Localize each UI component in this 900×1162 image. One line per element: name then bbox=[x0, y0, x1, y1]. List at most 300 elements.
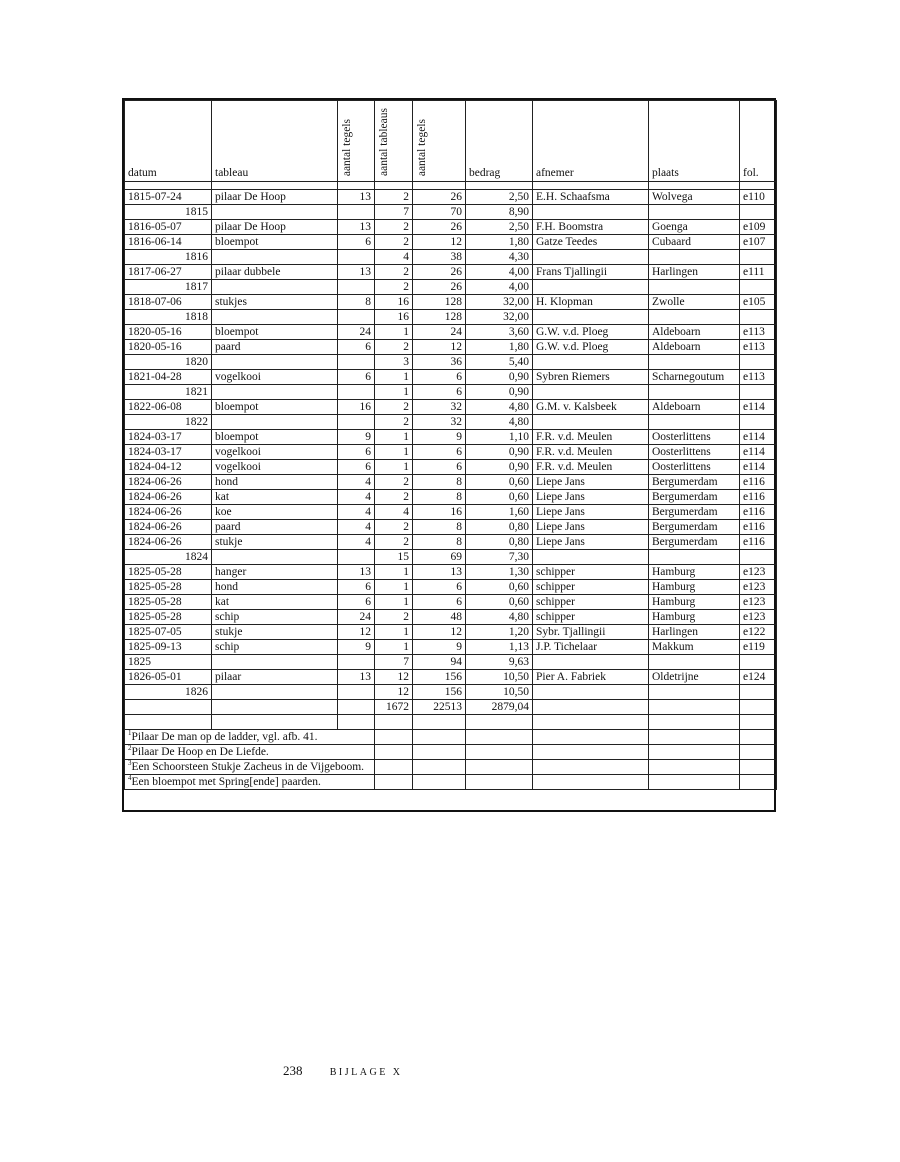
cell-plaats: Harlingen bbox=[649, 625, 740, 640]
cell-tableaus: 2 bbox=[375, 190, 413, 205]
cell-tableaus: 2 bbox=[375, 340, 413, 355]
cell-plaats: Bergumerdam bbox=[649, 520, 740, 535]
cell-tableau bbox=[212, 655, 338, 670]
cell-fol: e114 bbox=[740, 400, 777, 415]
cell-datum: 1825-05-28 bbox=[125, 580, 212, 595]
cell-bedrag: 1,80 bbox=[466, 340, 533, 355]
cell-datum: 1826-05-01 bbox=[125, 670, 212, 685]
cell-tableaus: 2 bbox=[375, 235, 413, 250]
cell-datum: 1825 bbox=[125, 655, 212, 670]
cell-fol: e114 bbox=[740, 460, 777, 475]
cell-bedrag: 1,60 bbox=[466, 505, 533, 520]
cell-datum: 1824 bbox=[125, 550, 212, 565]
cell-tegels2: 6 bbox=[413, 445, 466, 460]
cell-fol: e109 bbox=[740, 220, 777, 235]
cell-tegels: 4 bbox=[338, 535, 375, 550]
cell-tableau: vogelkooi bbox=[212, 460, 338, 475]
cell-tegels2: 128 bbox=[413, 295, 466, 310]
cell-afnemer: Liepe Jans bbox=[533, 505, 649, 520]
table-row bbox=[125, 505, 777, 520]
cell-datum: 1817-06-27 bbox=[125, 265, 212, 280]
cell-plaats: Cubaard bbox=[649, 235, 740, 250]
cell-tegels: 12 bbox=[338, 625, 375, 640]
table-row bbox=[125, 370, 777, 385]
footnote-mark: 2 bbox=[128, 744, 132, 753]
spacer-row bbox=[125, 715, 777, 730]
cell-tegels: 24 bbox=[338, 325, 375, 340]
year-total-row bbox=[125, 205, 777, 220]
cell-datum: 1821 bbox=[125, 385, 212, 400]
cell-bedrag: 2,50 bbox=[466, 220, 533, 235]
cell-tableau: paard bbox=[212, 520, 338, 535]
cell-tableau: stukjes bbox=[212, 295, 338, 310]
cell-bedrag: 1,80 bbox=[466, 235, 533, 250]
cell-afnemer: E.H. Schaafsma bbox=[533, 190, 649, 205]
cell-plaats bbox=[649, 685, 740, 700]
cell-tegels: 13 bbox=[338, 565, 375, 580]
cell-tableau: hanger bbox=[212, 565, 338, 580]
cell-plaats: Harlingen bbox=[649, 265, 740, 280]
cell-tegels2: 48 bbox=[413, 610, 466, 625]
cell-fol bbox=[740, 310, 777, 325]
cell-afnemer bbox=[533, 550, 649, 565]
header-aantal-tableaus bbox=[375, 101, 413, 182]
footnote-row bbox=[125, 775, 777, 790]
cell-tableaus: 2 bbox=[375, 220, 413, 235]
year-total-row bbox=[125, 355, 777, 370]
spacer-row bbox=[125, 182, 777, 190]
cell-afnemer: F.R. v.d. Meulen bbox=[533, 445, 649, 460]
cell-tegels2: 24 bbox=[413, 325, 466, 340]
table-row bbox=[125, 295, 777, 310]
table-row bbox=[125, 340, 777, 355]
grand-total-tableaus: 1672 bbox=[375, 700, 413, 715]
cell-fol: e113 bbox=[740, 340, 777, 355]
cell-tegels bbox=[338, 280, 375, 295]
cell-tegels2: 12 bbox=[413, 340, 466, 355]
cell-fol: e105 bbox=[740, 295, 777, 310]
cell-tegels2: 26 bbox=[413, 190, 466, 205]
cell-afnemer: Sybren Riemers bbox=[533, 370, 649, 385]
header-bedrag: bedrag bbox=[466, 101, 533, 182]
footnote-text: Een bloempot met Spring[ende] paarden. bbox=[131, 776, 321, 788]
cell-plaats: Zwolle bbox=[649, 295, 740, 310]
header-aantal-tableaus-label: aantal tableaus bbox=[378, 107, 390, 176]
cell-afnemer: Liepe Jans bbox=[533, 520, 649, 535]
table-frame bbox=[122, 98, 776, 812]
cell-tableaus: 1 bbox=[375, 580, 413, 595]
cell-fol: e107 bbox=[740, 235, 777, 250]
cell-fol: e116 bbox=[740, 535, 777, 550]
cell-tegels2: 8 bbox=[413, 490, 466, 505]
cell-datum: 1817 bbox=[125, 280, 212, 295]
year-total-row bbox=[125, 385, 777, 400]
table-row bbox=[125, 595, 777, 610]
cell-datum: 1824-06-26 bbox=[125, 505, 212, 520]
table-row bbox=[125, 190, 777, 205]
footnote-row bbox=[125, 730, 777, 745]
cell-tableau: stukje bbox=[212, 625, 338, 640]
cell-tableaus: 12 bbox=[375, 685, 413, 700]
cell-tableaus: 12 bbox=[375, 670, 413, 685]
cell-afnemer: schipper bbox=[533, 610, 649, 625]
cell-datum: 1820-05-16 bbox=[125, 340, 212, 355]
footnote-mark: 1 bbox=[128, 729, 132, 738]
cell-tableaus: 3 bbox=[375, 355, 413, 370]
cell-afnemer: Frans Tjallingii bbox=[533, 265, 649, 280]
cell-afnemer: Liepe Jans bbox=[533, 490, 649, 505]
cell-tableau: bloempot bbox=[212, 400, 338, 415]
grand-total-bedrag: 2879,04 bbox=[466, 700, 533, 715]
cell-afnemer bbox=[533, 310, 649, 325]
cell-tableau: pilaar De Hoop bbox=[212, 220, 338, 235]
cell-tableaus: 1 bbox=[375, 565, 413, 580]
cell-afnemer: F.R. v.d. Meulen bbox=[533, 430, 649, 445]
cell-afnemer: G.W. v.d. Ploeg bbox=[533, 325, 649, 340]
cell-tableau: vogelkooi bbox=[212, 445, 338, 460]
cell-fol: e116 bbox=[740, 520, 777, 535]
cell-tableau: bloempot bbox=[212, 430, 338, 445]
cell-plaats bbox=[649, 385, 740, 400]
cell-bedrag: 10,50 bbox=[466, 670, 533, 685]
cell-bedrag: 0,80 bbox=[466, 535, 533, 550]
cell-afnemer: Pier A. Fabriek bbox=[533, 670, 649, 685]
grand-total-tegels: 22513 bbox=[413, 700, 466, 715]
footnote-row bbox=[125, 760, 777, 775]
year-total-row bbox=[125, 250, 777, 265]
cell-bedrag: 0,90 bbox=[466, 460, 533, 475]
cell-plaats: Hamburg bbox=[649, 595, 740, 610]
cell-tableaus: 1 bbox=[375, 460, 413, 475]
footnote-mark: 4 bbox=[128, 774, 132, 783]
cell-tableau: stukje bbox=[212, 535, 338, 550]
table-row bbox=[125, 565, 777, 580]
cell-tableau bbox=[212, 205, 338, 220]
table-row bbox=[125, 640, 777, 655]
cell-tableaus: 7 bbox=[375, 655, 413, 670]
header-fol: fol. bbox=[740, 101, 777, 182]
cell-bedrag: 0,60 bbox=[466, 490, 533, 505]
cell-datum: 1824-06-26 bbox=[125, 475, 212, 490]
cell-bedrag: 4,00 bbox=[466, 265, 533, 280]
cell-bedrag: 1,20 bbox=[466, 625, 533, 640]
cell-bedrag: 4,80 bbox=[466, 610, 533, 625]
footnote-text: Pilaar De Hoop en De Liefde. bbox=[131, 746, 269, 758]
cell-tegels2: 26 bbox=[413, 280, 466, 295]
cell-fol: e111 bbox=[740, 265, 777, 280]
cell-tegels2: 9 bbox=[413, 430, 466, 445]
cell-fol: e116 bbox=[740, 505, 777, 520]
cell-datum: 1822-06-08 bbox=[125, 400, 212, 415]
cell-tableaus: 1 bbox=[375, 430, 413, 445]
cell-tableau bbox=[212, 310, 338, 325]
table-row bbox=[125, 655, 777, 670]
cell-tegels bbox=[338, 385, 375, 400]
cell-tableaus: 16 bbox=[375, 310, 413, 325]
year-total-row bbox=[125, 550, 777, 565]
cell-fol bbox=[740, 250, 777, 265]
header-aantal-tegels-2-label: aantal tegels bbox=[416, 118, 428, 176]
cell-plaats bbox=[649, 250, 740, 265]
cell-afnemer bbox=[533, 280, 649, 295]
cell-tegels bbox=[338, 205, 375, 220]
cell-tableaus: 2 bbox=[375, 610, 413, 625]
cell-tegels2: 6 bbox=[413, 385, 466, 400]
cell-fol: e116 bbox=[740, 490, 777, 505]
cell-tableau: pilaar De Hoop bbox=[212, 190, 338, 205]
cell-afnemer: F.H. Boomstra bbox=[533, 220, 649, 235]
footnote bbox=[125, 730, 375, 745]
cell-tegels bbox=[338, 685, 375, 700]
cell-plaats: Bergumerdam bbox=[649, 475, 740, 490]
cell-afnemer bbox=[533, 355, 649, 370]
cell-tableaus: 1 bbox=[375, 595, 413, 610]
cell-tableaus: 1 bbox=[375, 445, 413, 460]
cell-afnemer: schipper bbox=[533, 565, 649, 580]
cell-tegels2: 26 bbox=[413, 265, 466, 280]
cell-fol: e114 bbox=[740, 430, 777, 445]
table-row bbox=[125, 220, 777, 235]
cell-tegels2: 6 bbox=[413, 595, 466, 610]
cell-tegels: 13 bbox=[338, 220, 375, 235]
table-row bbox=[125, 445, 777, 460]
cell-bedrag: 1,13 bbox=[466, 640, 533, 655]
cell-tegels2: 8 bbox=[413, 475, 466, 490]
cell-tableau: kat bbox=[212, 595, 338, 610]
cell-tableau: schip bbox=[212, 610, 338, 625]
cell-tegels2: 32 bbox=[413, 415, 466, 430]
cell-datum: 1816-06-14 bbox=[125, 235, 212, 250]
year-total-row bbox=[125, 310, 777, 325]
cell-fol bbox=[740, 415, 777, 430]
cell-fol: e123 bbox=[740, 610, 777, 625]
ledger-body bbox=[125, 182, 777, 700]
header-aantal-tegels-label: aantal tegels bbox=[341, 118, 353, 176]
cell-tegels: 13 bbox=[338, 265, 375, 280]
cell-tegels: 4 bbox=[338, 475, 375, 490]
cell-tableau bbox=[212, 385, 338, 400]
section-title: BIJLAGE X bbox=[329, 1067, 403, 1078]
cell-tegels2: 94 bbox=[413, 655, 466, 670]
cell-tableaus: 1 bbox=[375, 370, 413, 385]
cell-tableau bbox=[212, 355, 338, 370]
header-datum: datum bbox=[125, 101, 212, 182]
cell-tableau: schip bbox=[212, 640, 338, 655]
cell-plaats bbox=[649, 355, 740, 370]
header-aantal-tegels-2 bbox=[413, 101, 466, 182]
cell-tableau: bloempot bbox=[212, 325, 338, 340]
cell-tegels: 6 bbox=[338, 370, 375, 385]
cell-bedrag: 0,60 bbox=[466, 580, 533, 595]
cell-fol bbox=[740, 280, 777, 295]
cell-fol bbox=[740, 550, 777, 565]
cell-tableaus: 1 bbox=[375, 625, 413, 640]
cell-datum: 1824-06-26 bbox=[125, 490, 212, 505]
cell-bedrag: 0,60 bbox=[466, 595, 533, 610]
cell-tegels: 8 bbox=[338, 295, 375, 310]
cell-afnemer bbox=[533, 685, 649, 700]
cell-tegels bbox=[338, 355, 375, 370]
cell-plaats: Bergumerdam bbox=[649, 535, 740, 550]
cell-bedrag: 2,50 bbox=[466, 190, 533, 205]
header-plaats: plaats bbox=[649, 101, 740, 182]
cell-fol bbox=[740, 655, 777, 670]
page-footer bbox=[283, 1063, 403, 1079]
cell-bedrag: 4,80 bbox=[466, 415, 533, 430]
cell-tegels2: 12 bbox=[413, 235, 466, 250]
footnote bbox=[125, 775, 375, 790]
cell-tableaus: 2 bbox=[375, 490, 413, 505]
cell-tableaus: 2 bbox=[375, 280, 413, 295]
footnote-text: Een Schoorsteen Stukje Zacheus in de Vijgeboom. bbox=[131, 761, 365, 773]
cell-bedrag: 7,30 bbox=[466, 550, 533, 565]
cell-tegels2: 128 bbox=[413, 310, 466, 325]
cell-tegels bbox=[338, 550, 375, 565]
cell-tegels2: 69 bbox=[413, 550, 466, 565]
cell-fol: e113 bbox=[740, 370, 777, 385]
cell-plaats: Aldeboarn bbox=[649, 400, 740, 415]
cell-tegels: 6 bbox=[338, 580, 375, 595]
grand-total-row bbox=[125, 700, 777, 715]
cell-datum: 1816 bbox=[125, 250, 212, 265]
year-total-row bbox=[125, 685, 777, 700]
cell-tableaus: 2 bbox=[375, 265, 413, 280]
cell-tegels2: 6 bbox=[413, 580, 466, 595]
cell-tegels: 4 bbox=[338, 520, 375, 535]
cell-tegels: 13 bbox=[338, 670, 375, 685]
cell-tegels2: 16 bbox=[413, 505, 466, 520]
cell-plaats: Aldeboarn bbox=[649, 340, 740, 355]
footnote bbox=[125, 745, 375, 760]
page-number: 238 bbox=[283, 1063, 303, 1078]
table-row bbox=[125, 430, 777, 445]
cell-bedrag: 4,80 bbox=[466, 400, 533, 415]
cell-tableau: vogelkooi bbox=[212, 370, 338, 385]
cell-tegels: 6 bbox=[338, 595, 375, 610]
cell-fol: e124 bbox=[740, 670, 777, 685]
cell-bedrag: 4,00 bbox=[466, 280, 533, 295]
cell-fol: e123 bbox=[740, 580, 777, 595]
cell-afnemer: Sybr. Tjallingii bbox=[533, 625, 649, 640]
cell-afnemer bbox=[533, 205, 649, 220]
cell-tableau: hond bbox=[212, 475, 338, 490]
cell-fol: e113 bbox=[740, 325, 777, 340]
cell-plaats: Hamburg bbox=[649, 580, 740, 595]
cell-tegels2: 6 bbox=[413, 460, 466, 475]
table-row bbox=[125, 475, 777, 490]
cell-tableaus: 15 bbox=[375, 550, 413, 565]
table-row bbox=[125, 325, 777, 340]
cell-afnemer: F.R. v.d. Meulen bbox=[533, 460, 649, 475]
cell-fol: e110 bbox=[740, 190, 777, 205]
cell-fol bbox=[740, 205, 777, 220]
cell-tegels: 6 bbox=[338, 460, 375, 475]
cell-tegels2: 156 bbox=[413, 685, 466, 700]
cell-tableaus: 2 bbox=[375, 520, 413, 535]
cell-tableaus: 4 bbox=[375, 250, 413, 265]
cell-fol: e123 bbox=[740, 595, 777, 610]
cell-fol: e119 bbox=[740, 640, 777, 655]
cell-tableau bbox=[212, 280, 338, 295]
cell-bedrag: 0,90 bbox=[466, 445, 533, 460]
cell-tableau: bloempot bbox=[212, 235, 338, 250]
cell-plaats bbox=[649, 415, 740, 430]
cell-plaats: Hamburg bbox=[649, 610, 740, 625]
cell-plaats: Hamburg bbox=[649, 565, 740, 580]
table-row bbox=[125, 580, 777, 595]
cell-tableau bbox=[212, 685, 338, 700]
cell-bedrag: 5,40 bbox=[466, 355, 533, 370]
cell-datum: 1815-07-24 bbox=[125, 190, 212, 205]
cell-tableaus: 2 bbox=[375, 415, 413, 430]
cell-fol bbox=[740, 685, 777, 700]
footnote-text: Pilaar De man op de ladder, vgl. afb. 41. bbox=[131, 731, 318, 743]
cell-plaats bbox=[649, 280, 740, 295]
footnote-mark: 3 bbox=[128, 759, 132, 768]
cell-datum: 1825-09-13 bbox=[125, 640, 212, 655]
cell-datum: 1824-03-17 bbox=[125, 430, 212, 445]
cell-tegels: 6 bbox=[338, 235, 375, 250]
year-total-row bbox=[125, 280, 777, 295]
cell-fol: e123 bbox=[740, 565, 777, 580]
cell-tegels: 6 bbox=[338, 340, 375, 355]
cell-tegels: 4 bbox=[338, 490, 375, 505]
header-afnemer: afnemer bbox=[533, 101, 649, 182]
cell-bedrag: 9,63 bbox=[466, 655, 533, 670]
cell-tableau bbox=[212, 415, 338, 430]
cell-bedrag: 0,90 bbox=[466, 370, 533, 385]
cell-plaats bbox=[649, 310, 740, 325]
cell-tableau bbox=[212, 550, 338, 565]
cell-afnemer: schipper bbox=[533, 595, 649, 610]
cell-afnemer bbox=[533, 415, 649, 430]
cell-plaats bbox=[649, 655, 740, 670]
cell-tegels bbox=[338, 310, 375, 325]
table-row bbox=[125, 520, 777, 535]
cell-afnemer: G.M. v. Kalsbeek bbox=[533, 400, 649, 415]
cell-afnemer: schipper bbox=[533, 580, 649, 595]
table-row bbox=[125, 235, 777, 250]
cell-bedrag: 0,80 bbox=[466, 520, 533, 535]
cell-fol: e122 bbox=[740, 625, 777, 640]
cell-tableaus: 16 bbox=[375, 295, 413, 310]
cell-afnemer: Liepe Jans bbox=[533, 475, 649, 490]
cell-plaats: Bergumerdam bbox=[649, 505, 740, 520]
table-row bbox=[125, 265, 777, 280]
footnote bbox=[125, 760, 375, 775]
cell-afnemer bbox=[533, 250, 649, 265]
cell-bedrag: 10,50 bbox=[466, 685, 533, 700]
cell-datum: 1824-06-26 bbox=[125, 520, 212, 535]
cell-tableaus: 2 bbox=[375, 535, 413, 550]
cell-bedrag: 1,30 bbox=[466, 565, 533, 580]
cell-datum: 1821-04-28 bbox=[125, 370, 212, 385]
cell-tableau: hond bbox=[212, 580, 338, 595]
cell-fol bbox=[740, 385, 777, 400]
cell-tableau: kat bbox=[212, 490, 338, 505]
cell-tableau: koe bbox=[212, 505, 338, 520]
cell-tegels: 24 bbox=[338, 610, 375, 625]
cell-tableaus: 2 bbox=[375, 475, 413, 490]
year-total-row bbox=[125, 415, 777, 430]
cell-plaats bbox=[649, 550, 740, 565]
cell-tableaus: 1 bbox=[375, 640, 413, 655]
cell-tegels2: 9 bbox=[413, 640, 466, 655]
cell-plaats: Oosterlittens bbox=[649, 460, 740, 475]
table-row bbox=[125, 625, 777, 640]
cell-bedrag: 8,90 bbox=[466, 205, 533, 220]
cell-afnemer bbox=[533, 655, 649, 670]
